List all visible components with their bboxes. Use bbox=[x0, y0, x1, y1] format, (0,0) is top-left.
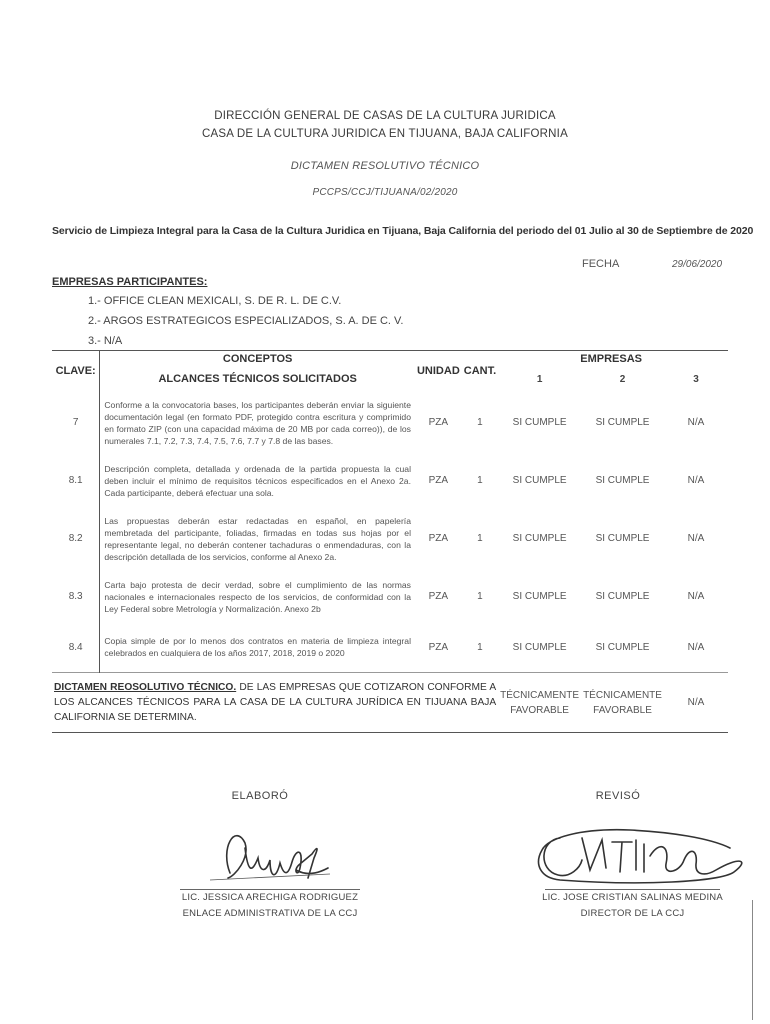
alcances-header: ALCANCES TÉCNICOS SOLICITADOS bbox=[100, 368, 415, 391]
document-type: DICTAMEN RESOLUTIVO TÉCNICO bbox=[290, 160, 480, 172]
empresas-participantes-title: EMPRESAS PARTICIPANTES: bbox=[52, 276, 208, 288]
row-empresa-1: SI CUMPLE bbox=[512, 591, 567, 602]
fecha-value: 29/06/2020 bbox=[672, 259, 723, 270]
row-clave: 8.3 bbox=[68, 591, 83, 602]
company-item-3: 3.- N/A bbox=[88, 335, 123, 347]
row-empresa-3: N/A bbox=[687, 417, 705, 428]
dictamen-empresa-2-line-1: TÉCNICAMENTE bbox=[583, 689, 662, 701]
elaboro-label: ELABORÓ bbox=[231, 790, 289, 802]
row-empresa-2: SI CUMPLE bbox=[595, 475, 650, 486]
row-empresa-2: SI CUMPLE bbox=[595, 533, 650, 544]
reference-number: PCCPS/CCJ/TIJUANA/02/2020 bbox=[312, 187, 458, 198]
dictamen-empresa-2-line-2: FAVORABLE bbox=[593, 704, 652, 716]
empresa-1-header: 1 bbox=[536, 373, 543, 385]
row-description: Conforme a la convocatoria bases, los participantes deberán enviar la siguiente documentación legal (en formato PDF, protegido contra escritura y comprimido en formato ZIP (con una capacidad máxima de 20 MB por cada correo)), de los numerales 7.1, 7.2, 7.3, 7.4, 7.5, 7.6, 7.7 y 7.8 de las bases. bbox=[100, 391, 415, 455]
row-unidad: PZA bbox=[428, 591, 449, 602]
dictamen-lead: DICTAMEN REOSOLUTIVO TÉCNICO. bbox=[54, 682, 237, 693]
dictamen-empresa-1 bbox=[498, 673, 581, 733]
row-empresa-1: SI CUMPLE bbox=[512, 641, 567, 653]
elaboro-title: ENLACE ADMINISTRATIVA DE LA CCJ bbox=[182, 908, 358, 919]
table-row bbox=[52, 455, 728, 507]
row-empresa-3: N/A bbox=[687, 533, 705, 544]
company-item-2: 2.- ARGOS ESTRATEGICOS ESPECIALIZADOS, S. A. DE C. V. bbox=[88, 315, 404, 327]
row-cant: 1 bbox=[477, 417, 483, 428]
fecha-label: FECHA bbox=[582, 258, 620, 270]
signature-line-left bbox=[180, 889, 360, 890]
cant-header: CANT. bbox=[463, 364, 497, 377]
dictamen-footer-row bbox=[52, 673, 728, 733]
empresa-3-header: 3 bbox=[693, 373, 699, 385]
row-empresa-1: SI CUMPLE bbox=[512, 533, 567, 544]
row-empresa-3: N/A bbox=[687, 475, 705, 486]
row-empresa-3: N/A bbox=[687, 591, 705, 602]
signature-right bbox=[520, 820, 760, 892]
row-unidad: PZA bbox=[428, 417, 449, 428]
header-line-1: DIRECCIÓN GENERAL DE CASAS DE LA CULTURA JURIDICA bbox=[214, 110, 556, 122]
row-cant: 1 bbox=[477, 475, 483, 486]
row-empresa-2: SI CUMPLE bbox=[595, 591, 650, 602]
technical-scope-table bbox=[52, 350, 728, 733]
row-empresa-1: SI CUMPLE bbox=[512, 417, 567, 428]
table-row bbox=[52, 391, 728, 455]
row-clave: 7 bbox=[72, 417, 79, 428]
row-cant: 1 bbox=[477, 591, 483, 602]
reviso-title: DIRECTOR DE LA CCJ bbox=[580, 908, 685, 919]
signature-left bbox=[200, 818, 340, 893]
table-header-row-2 bbox=[52, 368, 728, 391]
conceptos-header: CONCEPTOS bbox=[100, 351, 415, 368]
dictamen-empresa-1-line-1: TÉCNICAMENTE bbox=[500, 689, 580, 701]
dictamen-empresa-2 bbox=[581, 673, 664, 733]
dictamen-empresa-1-line-2: FAVORABLE bbox=[510, 704, 569, 716]
row-empresa-1: SI CUMPLE bbox=[512, 475, 567, 486]
unidad-header: UNIDAD bbox=[416, 364, 460, 377]
row-description: Copia simple de por lo menos dos contratos en materia de limpieza integral celebrados en cualquiera de los años 2017, 2018, 2019 o 2020 bbox=[100, 623, 415, 673]
table-row bbox=[52, 571, 728, 623]
row-empresa-3: N/A bbox=[687, 641, 705, 653]
service-description: Servicio de Limpieza Integral para la Casa de la Cultura Juridica en Tijuana, Baja California del periodo del 01 Julio al 30 de Septiembre de 2020 bbox=[52, 225, 754, 237]
header-line-2: CASA DE LA CULTURA JURIDICA EN TIJUANA, BAJA CALIFORNIA bbox=[202, 128, 568, 140]
reviso-name: LIC. JOSE CRISTIAN SALINAS MEDINA bbox=[542, 892, 723, 903]
row-unidad: PZA bbox=[428, 475, 449, 486]
dictamen-empresa-3: N/A bbox=[664, 673, 728, 733]
row-description: Las propuestas deberán estar redactadas en español, en papelería membretada del participante, foliadas, firmadas en todas sus hojas por el representante legal, no deberán contener tachaduras o enmendaduras, con la descripción detallada de los servicios, conforme al Anexo 2a. bbox=[100, 507, 415, 571]
table-row bbox=[52, 623, 728, 673]
clave-header: CLAVE: bbox=[55, 364, 96, 377]
row-description: Descripción completa, detallada y ordenada de la partida propuesta la cual deben incluir el mínimo de requisitos técnicos especificados en el Anexo 2a. Cada participante, deberá efectuar una sola. bbox=[100, 455, 415, 507]
row-cant: 1 bbox=[477, 533, 483, 544]
page-edge-line bbox=[752, 900, 753, 1020]
row-description: Carta bajo protesta de decir verdad, sobre el cumplimiento de las normas nacionales e internacionales respecto de los servicios, de conformidad con la Ley Federal sobre Metrología y Normalización. Anexo 2b bbox=[100, 571, 415, 623]
row-clave: 8.4 bbox=[68, 641, 83, 653]
table-row bbox=[52, 507, 728, 571]
row-unidad: PZA bbox=[428, 641, 449, 653]
elaboro-name: LIC. JESSICA ARECHIGA RODRIGUEZ bbox=[181, 892, 359, 903]
row-empresa-2: SI CUMPLE bbox=[595, 417, 650, 428]
dictamen-text: DE LAS EMPRESAS QUE COTIZARON CONFORME A LOS ALCANCES TÉCNICOS PARA LA CASA DE LA CULTURA JURÍDICA EN TIJUANA BAJA CALIFORNIA SE DETERMINA. bbox=[54, 682, 497, 723]
row-empresa-2: SI CUMPLE bbox=[595, 641, 650, 653]
row-clave: 8.1 bbox=[68, 475, 83, 486]
empresas-header: EMPRESAS bbox=[580, 353, 642, 366]
dictamen-statement bbox=[52, 673, 498, 733]
table-header-row-1 bbox=[52, 351, 728, 368]
empresa-2-header: 2 bbox=[619, 373, 626, 385]
reviso-label: REVISÓ bbox=[595, 790, 641, 802]
company-item-1: 1.- OFFICE CLEAN MEXICALI, S. DE R. L. DE C.V. bbox=[88, 295, 342, 307]
row-clave: 8.2 bbox=[68, 533, 83, 544]
row-unidad: PZA bbox=[428, 533, 449, 544]
signature-line-right bbox=[545, 889, 720, 890]
row-cant: 1 bbox=[477, 641, 483, 653]
